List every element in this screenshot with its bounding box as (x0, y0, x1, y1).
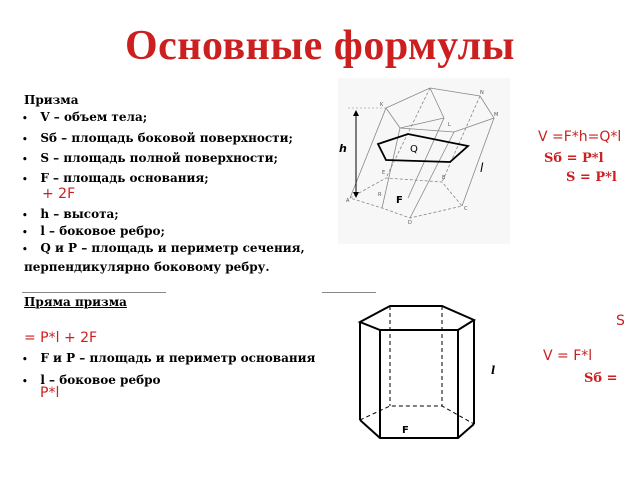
vertex-label: M (494, 112, 499, 118)
list-item: • S – площадь полной поверхности; (22, 151, 278, 165)
label-l: l (491, 364, 496, 377)
separator-left: ________________________ (22, 279, 166, 293)
list-item: • V – объем тела; (22, 110, 148, 124)
label-f: F (402, 425, 409, 436)
list-item-text: S – площадь полной поверхности; (40, 151, 278, 165)
vertex-label: L (448, 122, 451, 128)
list-item-text: Sб – площадь боковой поверхности; (40, 131, 293, 145)
vertex-label: A (346, 198, 350, 204)
formula-volume: V =F*h=Q*l (538, 129, 622, 145)
label-l: l (480, 161, 484, 175)
vertex-label: R (378, 192, 382, 198)
list-item: • F – площадь основания; (22, 171, 209, 185)
label-q: Q (410, 144, 418, 155)
vertex-label: D (408, 220, 412, 226)
list-item: • Q и P – площадь и периметр сечения, (22, 241, 305, 255)
vertex-label: N (480, 90, 484, 96)
formula-lateral-area: Sб = P*l (544, 151, 604, 166)
label-h: h (339, 142, 347, 155)
formula-total-area-cont: + 2F (42, 186, 76, 202)
list-item-text: l – боковое ребро (40, 373, 161, 387)
formula-lateral-area-right: Sб = (584, 371, 618, 386)
prism-heading: Призма (24, 93, 79, 107)
vertex-label: C (464, 206, 468, 212)
right-prism-figure (350, 300, 490, 444)
list-item-text: V – объем тела; (40, 110, 148, 124)
label-f: F (396, 195, 403, 206)
formula-total-area-right: S (616, 313, 625, 329)
vertex-label: B (442, 175, 446, 181)
list-item: • Sб – площадь боковой поверхности; (22, 131, 293, 145)
prism-edges (360, 306, 474, 438)
vertex-label: E (382, 170, 386, 176)
list-item-text: l – боковое ребро; (40, 224, 165, 238)
formula-lateral-area-right-cont: P*l (40, 385, 60, 401)
oblique-prism-figure (338, 78, 510, 244)
list-item: • l – боковое ребро; (22, 224, 165, 238)
formula-volume-right: V = F*l (543, 348, 593, 364)
formula-total-area: S = P*l (566, 170, 617, 185)
list-item: • l – боковое ребро (22, 373, 161, 387)
formula-total-area-right-cont: = P*l + 2F (24, 330, 98, 346)
separator-right: _________ (322, 279, 376, 293)
page-title: Основные формулы (125, 23, 515, 69)
list-item-text: h – высота; (40, 207, 119, 221)
list-item-continuation: перпендикулярно боковому ребру. (24, 260, 270, 274)
vertex-label: K (380, 102, 384, 108)
list-item: • h – высота; (22, 207, 119, 221)
list-item-text: F и P – площадь и периметр основания (40, 351, 316, 365)
list-item: • F и P – площадь и периметр основания (22, 351, 316, 365)
list-item-text: F – площадь основания; (40, 171, 209, 185)
list-item-text: Q и P – площадь и периметр сечения, (40, 241, 305, 255)
right-prism-heading: Пряма призма (24, 295, 127, 309)
